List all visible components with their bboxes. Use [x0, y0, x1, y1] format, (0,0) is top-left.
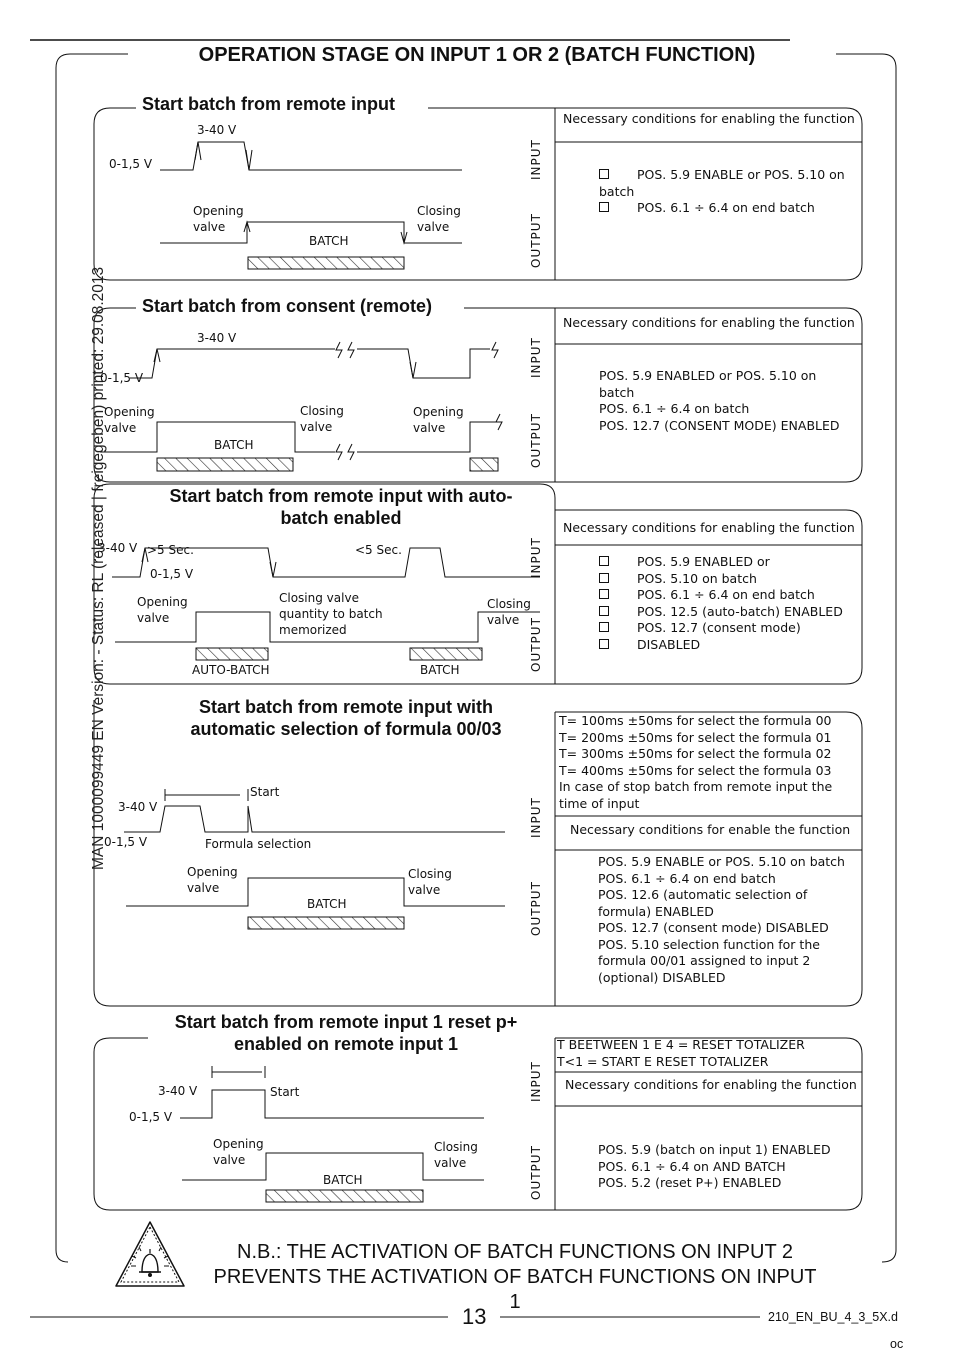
s3-condition-item: DISABLED: [599, 637, 855, 654]
s4-timing-item: T= 400ms ±50ms for select the formula 03: [559, 762, 832, 778]
s3-condition-item: POS. 12.5 (auto-batch) ENABLED: [599, 604, 855, 621]
s3-auto-batch-label: AUTO-BATCH: [192, 663, 270, 677]
s4-v-low: 0-1,5 V: [104, 835, 148, 849]
s2-opening-valve: Opening valve: [104, 405, 155, 435]
s3-v-high: 3-40 V: [98, 541, 138, 555]
s4-timing-item: In case of stop batch from remote input the time of input: [559, 779, 833, 811]
s4-v-high: 3-40 V: [118, 800, 158, 814]
s4-input-label: INPUT: [529, 797, 543, 838]
nb-note: [210, 1240, 820, 1315]
s5-output-label: OUTPUT: [529, 1145, 543, 1200]
s4-timing-item: T= 300ms ±50ms for select the formula 02: [559, 746, 832, 761]
s5-v-low: 0-1,5 V: [129, 1110, 173, 1124]
s2-closing-valve: Closing valve: [300, 404, 344, 434]
s1-closing-valve: Closing valve: [417, 204, 461, 234]
s2-conditions-heading: Necessary conditions for enabling the function: [563, 315, 855, 330]
s1-opening-valve: Opening valve: [193, 204, 244, 234]
s4-conditions-heading: Necessary conditions for enable the function: [570, 822, 851, 837]
s5-opening-valve: Opening valve: [213, 1137, 264, 1167]
s3-input-label: INPUT: [529, 537, 543, 578]
s4-formula-selection: Formula selection: [205, 837, 312, 851]
s5-timing-item: T<1 = START E RESET TOTALIZER: [557, 1053, 769, 1069]
s3-condition-item: POS. 5.10 on batch: [599, 571, 855, 588]
s5-timing-notes: [557, 1037, 857, 1070]
s2-v-high: 3-40 V: [197, 331, 237, 345]
s2-condition-item: POS. 12.7 (CONSENT MODE) ENABLED: [599, 417, 840, 433]
s1-v-high: 3-40 V: [197, 123, 237, 137]
s1-condition-item: POS. 5.9 ENABLE or POS. 5.10 on batch: [599, 167, 845, 199]
s1-conditions: [599, 167, 851, 217]
s3-condition-item: POS. 5.9 ENABLED or: [599, 554, 855, 571]
s5-v-high: 3-40 V: [158, 1084, 198, 1098]
s1-output-label: OUTPUT: [529, 213, 543, 268]
s2-conditions: [599, 368, 851, 434]
page-title: OPERATION STAGE ON INPUT 1 OR 2 (BATCH FUNCTION): [198, 44, 756, 66]
section-5-title: Start batch from remote input 1 reset p+ enabled on remote input 1: [148, 1011, 544, 1055]
nb-line-1: N.B.: THE ACTIVATION OF BATCH FUNCTIONS ON INPUT 2: [237, 1241, 793, 1263]
s5-timing-item: T BEETWEEN 1 E 4 = RESET TOTALIZER: [557, 1037, 805, 1052]
s4-start-label: Start: [250, 785, 280, 799]
s2-v-low: 0-1,5 V: [100, 371, 144, 385]
warning-bell-icon: [112, 1218, 188, 1292]
s3-opening-valve: Opening valve: [137, 595, 188, 625]
s2-batch-label: BATCH: [214, 438, 254, 452]
s3-closing-memorized: Closing valve quantity to batch memorized: [279, 591, 383, 637]
s4-closing-valve: Closing valve: [408, 867, 452, 897]
s4-condition-item: POS. 12.7 (consent mode) DISABLED: [598, 920, 829, 935]
s4-timing-notes: [559, 713, 855, 812]
s5-closing-valve: Closing valve: [434, 1140, 478, 1170]
s2-condition-item: POS. 6.1 ÷ 6.4 on batch: [599, 401, 750, 416]
s1-v-low: 0-1,5 V: [109, 157, 153, 171]
s3-conditions-heading: Necessary conditions for enabling the function: [563, 520, 855, 535]
s1-batch-label: BATCH: [309, 234, 349, 248]
s4-opening-valve: Opening valve: [187, 865, 238, 895]
s3-output-label: OUTPUT: [529, 617, 543, 672]
s3-batch-label: BATCH: [420, 663, 460, 677]
s1-condition-item: POS. 6.1 ÷ 6.4 on end batch: [599, 200, 851, 217]
section-2-title: Start batch from consent (remote): [136, 296, 438, 317]
s5-conditions-heading: Necessary conditions for enabling the function: [565, 1077, 857, 1092]
file-name: 210_EN_BU_4_3_5X.d: [768, 1310, 898, 1324]
page-number: 13: [462, 1304, 487, 1329]
s2-output-label: OUTPUT: [529, 413, 543, 468]
section-1-title: Start batch from remote input: [136, 94, 401, 115]
nb-line-2: PREVENTS THE ACTIVATION OF BATCH FUNCTIONS ON INPUT 1: [213, 1266, 817, 1313]
s4-condition-item: POS. 5.9 ENABLE or POS. 5.10 on batch: [598, 854, 845, 869]
s3-conditions: [599, 554, 855, 653]
s3-closing-valve: Closing valve: [487, 597, 531, 627]
s4-timing-item: T= 200ms ±50ms for select the formula 01: [559, 729, 832, 745]
s5-start-label: Start: [270, 1085, 300, 1099]
s4-condition-item: POS. 6.1 ÷ 6.4 on end batch: [598, 870, 776, 886]
section-4-title: Start batch from remote input with automatic selection of formula 00/03: [190, 697, 502, 739]
s3-gt5: >5 Sec.: [147, 543, 194, 557]
s5-conditions: [598, 1142, 854, 1192]
s2-condition-item: POS. 5.9 ENABLED or POS. 5.10 on batch: [599, 368, 817, 400]
s4-output-label: OUTPUT: [529, 881, 543, 936]
file-name-tail: oc: [890, 1340, 904, 1351]
s5-condition-item: POS. 6.1 ÷ 6.4 on AND BATCH: [598, 1158, 786, 1174]
s1-input-label: INPUT: [529, 139, 543, 180]
s4-condition-item: POS. 5.10 selection function for the formula 00/01 assigned to input 2 (optional) DISABLED: [598, 936, 820, 985]
s2-opening-valve-2: Opening valve: [413, 405, 464, 435]
s1-conditions-heading: Necessary conditions for enabling the function: [563, 111, 855, 126]
s5-input-label: INPUT: [529, 1061, 543, 1102]
s3-condition-item: POS. 6.1 ÷ 6.4 on end batch: [599, 587, 855, 604]
s3-lt5: <5 Sec.: [355, 543, 402, 557]
s4-conditions: [598, 854, 854, 986]
section-3-title: Start batch from remote input with auto-batch enabled: [140, 485, 542, 529]
s3-condition-item: POS. 12.7 (consent mode): [599, 620, 855, 637]
s5-condition-item: POS. 5.2 (reset P+) ENABLED: [598, 1175, 782, 1190]
s2-input-label: INPUT: [529, 337, 543, 378]
s4-condition-item: POS. 12.6 (automatic selection of formula) ENABLED: [598, 887, 808, 919]
s3-v-low: 0-1,5 V: [150, 567, 194, 581]
s4-batch-label: BATCH: [307, 897, 347, 911]
s5-condition-item: POS. 5.9 (batch on input 1) ENABLED: [598, 1142, 831, 1157]
s4-timing-item: T= 100ms ±50ms for select the formula 00: [559, 713, 832, 728]
side-print-note: MAN 1000099449 EN Version: - Status: RL (released | freigegeben) printed: 29.08.2013: [90, 266, 107, 870]
s5-batch-label: BATCH: [323, 1173, 363, 1187]
